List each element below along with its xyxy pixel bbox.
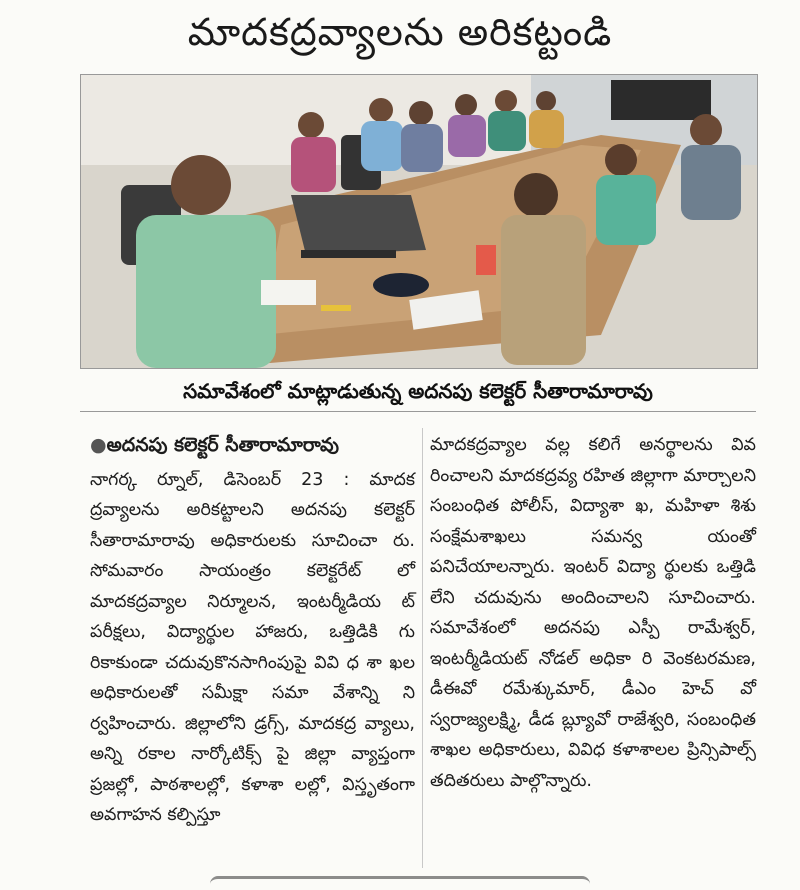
photo-caption: సమావేశంలో మాట్లాడుతున్న అదనపు కలెక్టర్ సీతారామారావు [80, 371, 756, 412]
byline: ●అదనపు కలెక్టర్ సీతారామారావు [90, 434, 340, 456]
article-body-part1: నాగర్క ర్నూల్, డిసెంబర్ 23 : మాదక ద్రవ్యాలను అరికట్టాలని అదనపు కలెక్టర్ సీతారామారావు అధికారులకు సూచించా రు. సోమవారం సాయంత్రం కలెక్టరేట్ లో మాదకద్రవ్యాల నిర్మూలన, ఇంటర్మీడియ ట్ పరీక్షలు, విద్యార్థుల హాజరు, ఒత్తిడికి గు రికాకుండా చదువుకొనసాగింపుపై వివి ధ శా ఖల అధికారులతో సమీక్షా సమా వేశాన్ని ని ర్వహించారు. జిల్లాలోని డ్రగ్స్, మాదకద్ర వ్యాలు, అన్ని రకాల నార్కోటిక్స్ పై జిల్లా వ్యాప్తంగా ప్రజల్లో, పాఠశాలల్లో, కళాశా లల్లో, విస్తృతంగా అవగాహన కల్పిస్తూ [90, 469, 415, 825]
meeting-photo [80, 74, 758, 369]
headline: మాదకద్రవ్యాలను అరికట్టండి [187, 10, 613, 54]
next-article-edge [0, 872, 800, 890]
column-divider [422, 428, 423, 868]
article-column-left [90, 430, 415, 831]
article-body-part2: మాదకద్రవ్యాల వల్ల కలిగే అనర్థాలను వివ రించాలని మాదకద్రవ్య రహిత జిల్లాగా మార్చాలని సంబంధిత పోలీస్, విద్యాశా ఖ, మహిళా శిశు సంక్షేమశాఖలు సమన్వ యంతో పనిచేయాలన్నారు. ఇంటర్ విద్యా ర్థులకు ఒత్తిడి లేని చదువును అందించాలని సూచించారు. సమావేశంలో అదనపు ఎస్పీ రామేశ్వర్, ఇంటర్మీడియట్ నోడల్ అధికా రి వెంకటరమణ, డీఈవో రమేశ్కుమార్, డీఎం హెచ్ వో స్వరాజ్యలక్ష్మి, డీడ బ్ల్యూవో రాజేశ్వరి, సంబంధిత శాఖల అధికారులు, వివిధ కళాశాలల ప్రిన్సిపాల్స్ తదితరులు పాల్గొన్నారు. [430, 435, 756, 791]
article-column-right [430, 430, 756, 796]
